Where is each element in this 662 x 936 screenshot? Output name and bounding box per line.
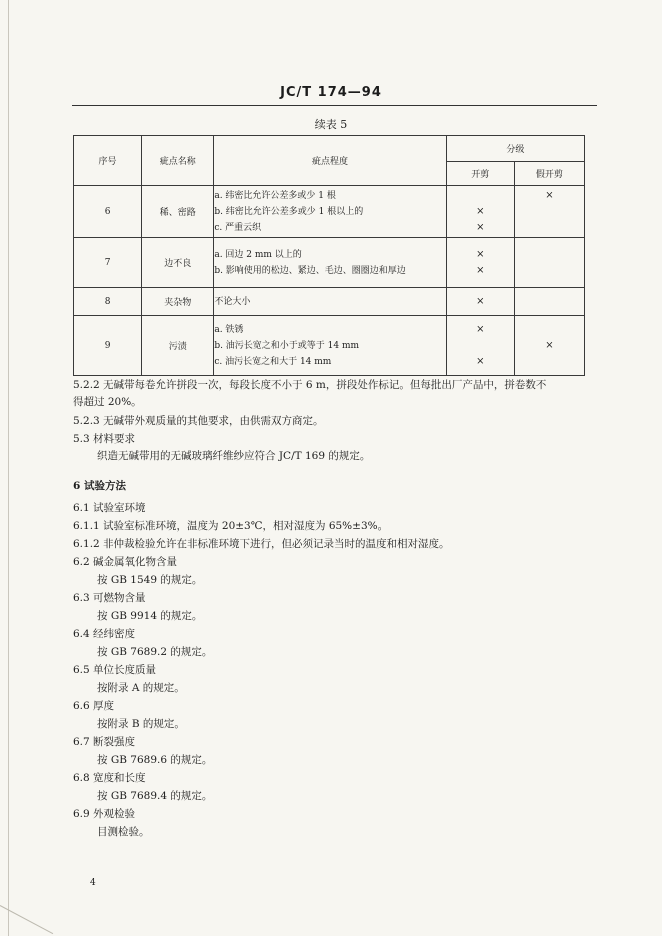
clause-5-2-2-line1: 5.2.2 无碱带每卷允许拼段一次，每段长度不小于 6 m，拼段处作标记。但每批出厂产品中，拼卷数不 [73,379,547,391]
degree-line: c. 油污长宽之和大于 14 mm [214,356,332,367]
fake-mark [515,294,584,310]
row-no: 8 [74,288,142,316]
section-6-8-body: 按 GB 7689.4 的规定。 [97,790,213,802]
row-open-marks [446,316,514,376]
section-6-3-body: 按 GB 9914 的规定。 [97,610,203,622]
section-6-4-body: 按 GB 7689.2 的规定。 [97,646,213,658]
section-6-7-body: 按 GB 7689.6 的规定。 [97,754,213,766]
section-6-5-heading: 6.5 单位长度质量 [73,664,157,676]
row-name: 边不良 [142,238,214,288]
row-degree [214,316,446,376]
row-fake-marks [514,186,584,238]
col-header-degree: 疵点程度 [214,136,446,186]
open-mark: × [476,355,485,367]
row-no: 9 [74,316,142,376]
table-row [74,316,585,376]
section-6-5-body: 按附录 A 的规定。 [97,682,185,694]
open-mark: × [476,248,485,260]
section-6-4-heading: 6.4 经纬密度 [73,628,136,640]
row-open-marks [446,288,514,316]
open-mark [447,338,514,354]
table-row [74,288,585,316]
fake-mark [515,322,584,338]
degree-line: b. 影响使用的松边、紧边、毛边、圈圈边和厚边 [214,265,406,276]
clause-6-1-2: 6.1.2 非仲裁检验允许在非标准环境下进行，但必须记录当时的温度和相对湿度。 [73,538,450,550]
section-6-9-heading: 6.9 外观检验 [73,808,136,820]
degree-line: a. 铁锈 [214,324,244,335]
fake-mark [515,220,584,236]
degree-line: a. 回边 2 mm 以上的 [214,249,302,260]
row-name: 稀、密路 [142,186,214,238]
open-mark: × [476,264,485,276]
open-mark: × [476,221,485,233]
col-header-open-cut: 开剪 [446,162,514,186]
degree-line: a. 纬密比允许公差多或少 1 根 [214,190,336,201]
section-6-6-body: 按附录 B 的规定。 [97,718,185,730]
clause-5-2-2-line2: 得超过 20%。 [73,396,142,408]
clause-6-1-1: 6.1.1 试验室标准环境，温度为 20±3℃，相对湿度为 65%±3%。 [73,520,389,532]
section-6-9-body: 目测检验。 [97,826,150,838]
section-6-heading: 6 试验方法 [73,480,126,492]
clause-5-2-3: 5.2.3 无碱带外观质量的其他要求，由供需双方商定。 [73,415,324,427]
fake-mark: × [545,339,554,351]
row-fake-marks [514,316,584,376]
fake-mark: × [545,189,554,201]
row-open-marks [446,238,514,288]
row-degree [214,238,446,288]
row-name: 污渍 [142,316,214,376]
row-degree [214,186,446,238]
row-degree [214,288,446,316]
open-mark: × [476,323,485,335]
section-6-1-heading: 6.1 试验室环境 [73,502,146,514]
open-mark: × [476,295,485,307]
row-fake-marks [514,238,584,288]
page-number: 4 [90,878,96,888]
section-6-6-heading: 6.6 厚度 [73,700,115,712]
fake-mark [515,263,584,279]
fake-mark [515,204,584,220]
row-open-marks [446,186,514,238]
degree-line: b. 油污长宽之和小于或等于 14 mm [214,340,360,351]
table-row [74,238,585,288]
section-5-3-body: 织造无碱带用的无碱玻璃纤维纱应符合 JC/T 169 的规定。 [97,450,371,462]
table-title: 续表 5 [314,118,348,131]
fake-mark [515,247,584,263]
col-header-no: 序号 [74,136,142,186]
open-mark [447,188,514,204]
table-header-row [74,136,585,162]
table-row [74,186,585,238]
row-no: 7 [74,238,142,288]
col-header-name: 疵点名称 [142,136,214,186]
section-6-2-heading: 6.2 碱金属氧化物含量 [73,556,178,568]
row-name: 夹杂物 [142,288,214,316]
page-edge-line [8,0,9,936]
open-mark: × [476,205,485,217]
defect-table [73,135,585,376]
degree-line: b. 纬密比允许公差多或少 1 根以上的 [214,206,364,217]
header-rule [72,105,597,106]
row-fake-marks [514,288,584,316]
section-5-3-heading: 5.3 材料要求 [73,433,136,445]
standard-code: JC/T 174—94 [280,85,382,100]
col-header-grading: 分级 [446,136,584,162]
fake-mark [515,354,584,370]
section-6-8-heading: 6.8 宽度和长度 [73,772,146,784]
degree-line: c. 严重云织 [214,222,262,233]
col-header-fake-cut: 假开剪 [514,162,584,186]
row-no: 6 [74,186,142,238]
degree-line: 不论大小 [214,296,251,307]
section-6-3-heading: 6.3 可燃物含量 [73,592,146,604]
section-6-2-body: 按 GB 1549 的规定。 [97,574,203,586]
section-6-7-heading: 6.7 断裂强度 [73,736,136,748]
